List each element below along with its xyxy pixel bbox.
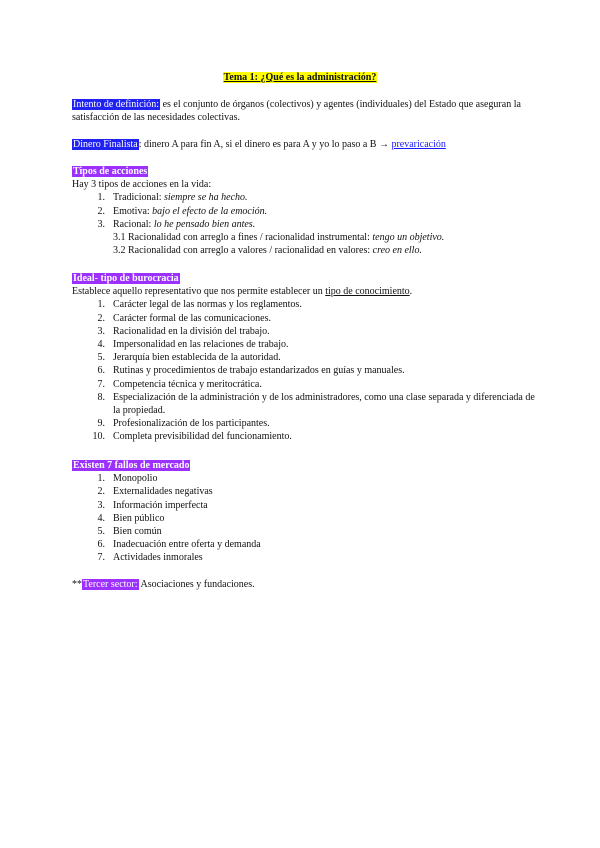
fallos-heading: Existen 7 fallos de mercado xyxy=(73,460,190,471)
list-item: 2. Carácter formal de las comunicaciones. xyxy=(97,312,271,324)
burocracia-section xyxy=(72,272,542,444)
list-item: 6. Rutinas y procedimientos de trabajo estandarizados en guías y manuales. xyxy=(97,365,405,377)
tercer-text: Asociaciones y fundaciones. xyxy=(138,579,255,590)
list-item: 10. Completa previsibilidad del funcionamiento. xyxy=(92,431,292,443)
list-item: 3. Racionalidad en la división del trabajo. xyxy=(97,325,270,337)
list-item: 3. Información imperfecta xyxy=(97,499,208,511)
list-item: 3. Racional: lo he pensado bien antes. xyxy=(97,218,256,230)
list-item: 1. Carácter legal de las normas y los reglamentos. xyxy=(97,299,302,311)
list-item: 5. Jerarquía bien establecida de la autoridad. xyxy=(97,352,281,364)
list-item: 9. Profesionalización de los participantes. xyxy=(97,418,270,430)
fallos-list xyxy=(72,472,542,564)
list-item: 1. Tradicional: siempre se ha hecho. xyxy=(97,192,248,204)
prevaricacion-link[interactable]: prevaricación xyxy=(391,139,446,150)
list-item: 7. Competencia técnica y meritocrática. xyxy=(97,378,262,390)
tercer-label: Tercer sector: xyxy=(83,579,138,590)
acciones-list xyxy=(72,191,542,231)
sub-item-3-2: 3.2 Racionalidad con arreglo a valores / racionalidad en valores: creo en ello. xyxy=(113,245,422,257)
definition-text: es el conjunto de órganos (colectivos) y agentes (individuales) del Estado que aseguran la satisfacción de las necesidades colectivas. xyxy=(72,99,521,124)
fallos-section xyxy=(72,459,542,565)
dinero-paragraph xyxy=(72,138,542,151)
acciones-section xyxy=(72,165,542,257)
list-item: 2. Externalidades negativas xyxy=(97,486,213,498)
tercer-prefix: ** xyxy=(72,579,82,590)
burocracia-heading: Ideal- tipo de burocracia xyxy=(73,273,179,284)
list-item: 7. Actividades inmorales xyxy=(97,552,203,564)
burocracia-intro: Establece aquello representativo que nos permite establecer un tipo de conocimiento. xyxy=(72,286,413,298)
list-item: 4. Impersonalidad en las relaciones de trabajo. xyxy=(97,339,289,351)
acciones-heading: Tipos de acciones xyxy=(73,166,148,177)
list-item: 8. Especialización de la administración y de los administradores, como una clase separada y diferenciada de la propiedad. xyxy=(97,391,535,417)
acciones-intro: Hay 3 tipos de acciones en la vida: xyxy=(72,179,212,191)
definition-label: Intento de definición: xyxy=(73,99,160,110)
list-item: 5. Bien común xyxy=(97,526,162,538)
definition-paragraph xyxy=(72,98,542,124)
list-item: 1. Monopolio xyxy=(97,473,158,485)
list-item: 6. Inadecuación entre oferta y demanda xyxy=(97,539,261,551)
dinero-text: : dinero A para fin A, si el dinero es para A y yo lo paso a B → xyxy=(138,139,389,150)
title-text: Tema 1: ¿Qué es la administración? xyxy=(223,72,377,83)
burocracia-list xyxy=(72,298,542,443)
document-title xyxy=(0,72,600,83)
dinero-label: Dinero Finalista xyxy=(73,139,138,150)
tercer-sector-paragraph xyxy=(72,578,542,591)
list-item: 2. Emotiva: bajo el efecto de la emoción. xyxy=(97,205,268,217)
tipo-conocimiento-underline: tipo de conocimiento xyxy=(325,286,410,298)
sub-item-3-1: 3.1 Racionalidad con arreglo a fines / racionalidad instrumental: tengo un objetivo. xyxy=(113,232,445,244)
list-item: 4. Bien público xyxy=(97,512,165,524)
